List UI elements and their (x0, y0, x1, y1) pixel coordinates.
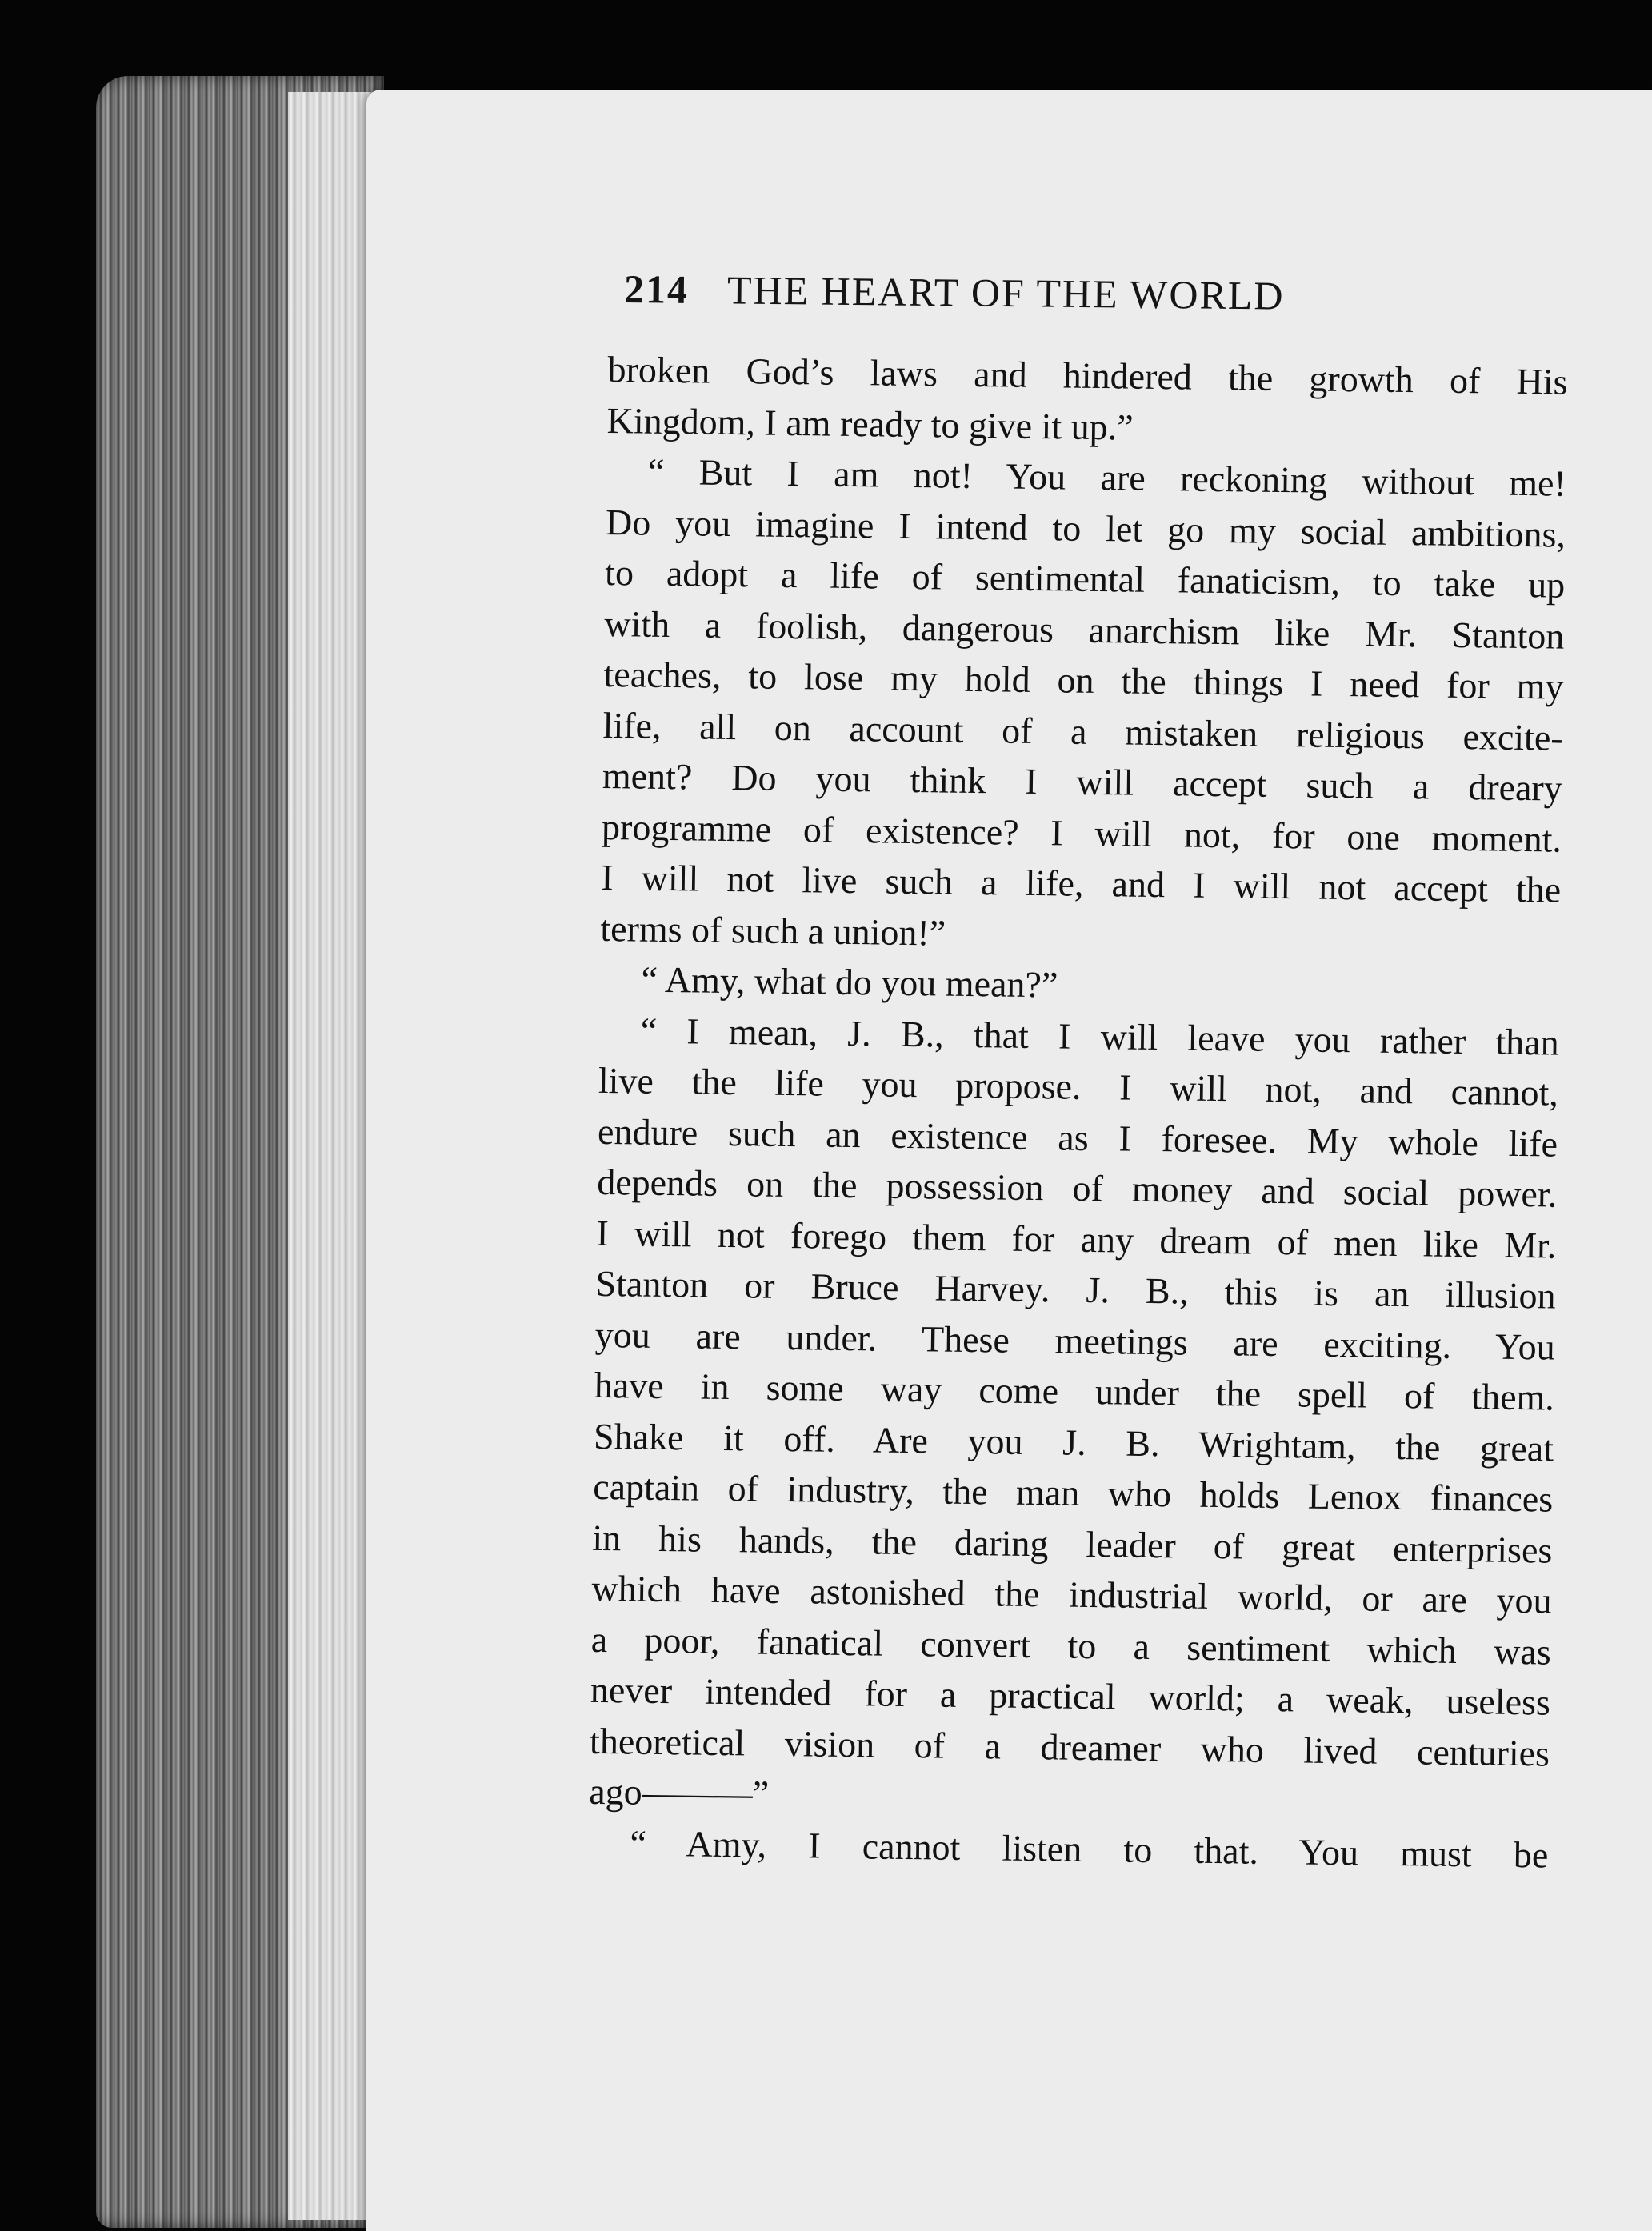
text-line: in his hands, the daring leader of great enterprises (592, 1517, 1553, 1571)
text-line: teaches, to lose my hold on the things I need for my (603, 653, 1564, 707)
text-line: I will not forego them for any dream of men like Mr. (596, 1212, 1557, 1266)
book-page-edges-inner (288, 92, 376, 2220)
text-line: with a foolish, dangerous anarchism like Mr. Stanton (604, 602, 1565, 657)
text-line: broken God’s laws and hindered the growth of His (607, 348, 1568, 402)
text-line: “ I mean, J. B., that I will leave you rather than (640, 1010, 1560, 1063)
text-line: captain of industry, the man who holds Lenox finances (592, 1465, 1554, 1520)
text-line: terms of such a union!” (600, 907, 946, 954)
text-line: to adopt a life of sentimental fanaticism, to take up (604, 551, 1566, 606)
text-line: live the life you propose. I will not, and cannot, (598, 1059, 1559, 1114)
text-line: Kingdom, I am ready to give it up.” (606, 399, 1134, 448)
text-line: Stanton or Bruce Harvey. J. B., this is an illusion (595, 1262, 1556, 1317)
page-number: 214 (623, 266, 690, 312)
text-line: theoretical vision of a dreamer who lived centuries (589, 1720, 1550, 1774)
body-text (588, 344, 1568, 1881)
text-line: Do you imagine I intend to let go my social ambitions, (605, 501, 1566, 555)
paragraph (589, 1004, 1559, 1829)
text-line: “ Amy, what do you mean?” (641, 958, 1058, 1006)
text-line: endure such an existence as I foresee. My whole life (597, 1110, 1558, 1165)
text-line: you are under. These meetings are exciting. You (594, 1313, 1556, 1368)
text-line: which have astonished the industrial world, or are you (591, 1567, 1552, 1621)
text-line: depends on the possession of money and social power. (596, 1161, 1558, 1215)
running-head (624, 266, 1457, 321)
paragraph (606, 344, 1568, 458)
text-line: have in some way come under the spell of them. (594, 1364, 1555, 1418)
text-line: “ Amy, I cannot listen to that. You must be (630, 1822, 1549, 1876)
text-line: Shake it off. Are you J. B. Wrightam, the great (593, 1415, 1554, 1469)
text-line: a poor, fanatical convert to a sentiment which was (590, 1618, 1552, 1673)
text-line: never intended for a practical world; a weak, useless (590, 1669, 1551, 1723)
text-line: “ But I am not! You are reckoning without me! (647, 450, 1567, 504)
text-line: ago———” (588, 1770, 770, 1814)
text-line: life, all on account of a mistaken religious excite- (602, 704, 1564, 758)
book-title: THE HEART OF THE WORLD (726, 267, 1285, 318)
paragraph (600, 446, 1566, 966)
text-line: I will not live such a life, and I will not accept the (600, 856, 1562, 910)
text-line: ment? Do you think I will accept such a dreary (602, 754, 1563, 809)
text-line: programme of existence? I will not, for one moment. (601, 806, 1562, 860)
